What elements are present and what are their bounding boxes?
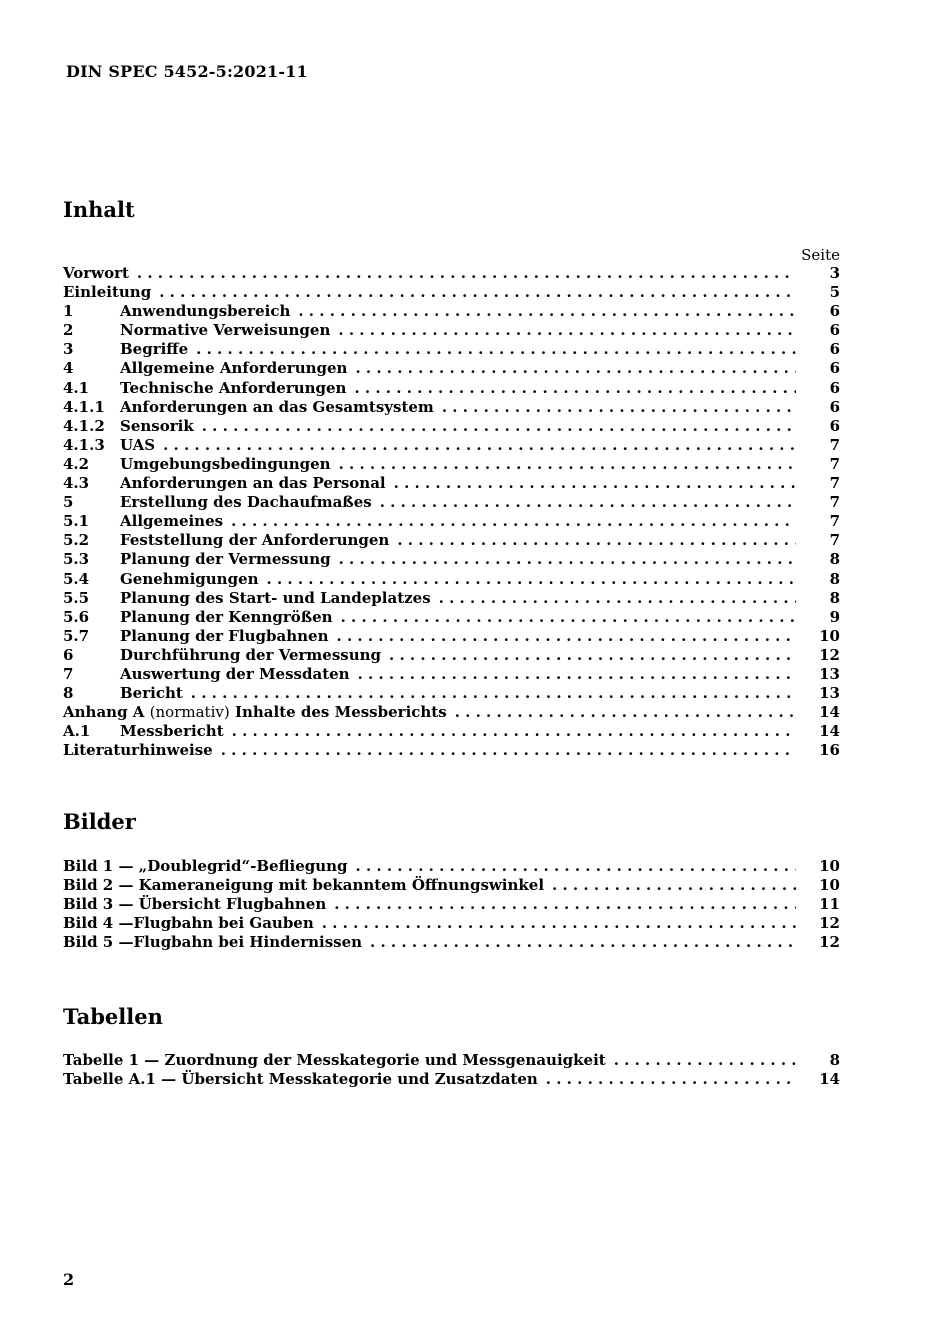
toc-entry-title: Anforderungen an das Personal	[120, 474, 386, 493]
toc-entry-page: 6	[829, 397, 840, 416]
toc-entry-title: Planung der Flugbahnen	[120, 626, 329, 645]
toc-entry-title: Einleitung	[63, 283, 152, 302]
toc-entry-number: 4.3	[63, 474, 90, 493]
page-column-label: Seite	[801, 246, 840, 264]
figure-entry[interactable]	[63, 857, 840, 876]
dot-leader	[334, 895, 796, 914]
figure-entry[interactable]	[63, 895, 840, 914]
toc-entry-page: 6	[829, 378, 840, 397]
toc-entry-page: 7	[829, 474, 840, 493]
dot-leader	[322, 914, 796, 933]
toc-entry-number: 4.1.3	[63, 435, 105, 454]
dot-leader	[196, 340, 796, 359]
toc-entry-page: 12	[819, 914, 840, 933]
toc-entry-title: UAS	[120, 435, 156, 454]
toc-entry[interactable]	[63, 741, 840, 760]
toc-entry-page: 13	[819, 664, 840, 683]
figure-entry[interactable]	[63, 933, 840, 952]
toc-entry[interactable]	[63, 321, 840, 340]
toc-entry-title: Feststellung der Anforderungen	[120, 531, 390, 550]
toc-entry-page: 7	[829, 512, 840, 531]
toc-entry-page: 3	[829, 264, 840, 282]
toc-entry-title: Bild 2 — Kameraneigung mit bekanntem Öffnungswinkel	[63, 876, 545, 895]
toc-entry-page: 13	[819, 684, 840, 703]
toc-entry-page: 8	[829, 588, 840, 607]
toc-entry-title: Durchführung der Vermessung	[120, 645, 382, 664]
toc-entry[interactable]	[63, 455, 840, 474]
toc-entry-number: 5.7	[63, 626, 90, 645]
dot-leader	[163, 436, 796, 455]
dot-leader	[339, 550, 796, 569]
figure-entry[interactable]	[63, 914, 840, 933]
dot-leader	[298, 302, 796, 321]
dot-leader	[389, 646, 796, 665]
toc-entry-title: Sensorik	[120, 416, 194, 435]
toc-entry[interactable]	[63, 417, 840, 436]
dot-leader	[546, 1070, 796, 1089]
dot-leader	[380, 493, 796, 512]
toc-entry-title: Genehmigungen	[120, 569, 259, 588]
toc-entry-page: 9	[829, 607, 840, 626]
table-entry[interactable]	[63, 1051, 840, 1070]
toc-entry-number: 5.4	[63, 569, 90, 588]
toc-entry-page: 7	[829, 493, 840, 512]
toc-entry-title: Planung der Vermessung	[120, 550, 331, 569]
toc-entry[interactable]	[63, 589, 840, 608]
toc-entry-page: 8	[829, 569, 840, 588]
dot-leader	[614, 1051, 796, 1070]
dot-leader	[355, 359, 796, 378]
toc-entry[interactable]	[63, 359, 840, 378]
toc-entry-number: 5.3	[63, 550, 90, 569]
toc-entry-title: Allgemeine Anforderungen	[120, 359, 348, 378]
toc-entry-title: Bild 1 — „Doublegrid“-Befliegung	[63, 857, 348, 875]
dot-leader	[442, 398, 796, 417]
toc-entry[interactable]	[63, 665, 840, 684]
toc-entry[interactable]	[63, 608, 840, 627]
toc-entry-page: 10	[819, 876, 840, 895]
toc-entry-page: 10	[819, 626, 840, 645]
toc-entry-title: Tabelle A.1 — Übersicht Messkategorie und Zusatzdaten	[63, 1070, 538, 1089]
annex-prefix: Anhang A	[63, 703, 145, 722]
toc-entry[interactable]	[63, 570, 840, 589]
dot-leader	[221, 741, 796, 760]
toc-entry-title: Planung der Kenngrößen	[120, 607, 333, 626]
toc-entry-number: 3	[63, 340, 74, 359]
dot-leader	[356, 857, 796, 876]
contents-heading: Inhalt	[63, 197, 135, 222]
annex-title: Inhalte des Messberichts	[234, 703, 447, 722]
table-of-contents	[63, 264, 840, 760]
dot-leader	[370, 933, 796, 952]
toc-entry-title: Messbericht	[120, 722, 224, 741]
dot-leader	[267, 570, 796, 589]
toc-entry-number: A.1	[63, 722, 91, 741]
toc-entry-number: 5.6	[63, 607, 90, 626]
toc-entry-title: Literaturhinweise	[63, 741, 213, 760]
toc-entry-page: 5	[829, 283, 840, 302]
toc-entry-title: Allgemeines	[120, 512, 224, 531]
dot-leader	[338, 321, 796, 340]
toc-entry[interactable]	[63, 512, 840, 531]
toc-entry-title: Normative Verweisungen	[120, 321, 331, 340]
toc-entry-page: 14	[819, 1070, 840, 1089]
toc-entry[interactable]	[63, 646, 840, 665]
dot-leader	[337, 627, 797, 646]
toc-entry-number: 5.1	[63, 512, 90, 531]
dot-leader	[397, 531, 796, 550]
toc-entry[interactable]	[63, 379, 840, 398]
table-entry[interactable]	[63, 1070, 840, 1089]
toc-entry[interactable]	[63, 722, 840, 741]
toc-entry-title: Planung des Start- und Landeplatzes	[120, 588, 431, 607]
toc-entry-title: Auswertung der Messdaten	[120, 664, 350, 683]
toc-entry-page: 8	[829, 550, 840, 569]
list-of-figures	[63, 857, 840, 952]
toc-entry-number: 4.1.1	[63, 397, 105, 416]
toc-entry-title: Vorwort	[63, 264, 129, 282]
toc-entry-title: Technische Anforderungen	[120, 378, 347, 397]
toc-entry-page: 6	[829, 340, 840, 359]
toc-entry-title: Erstellung des Dachaufmaßes	[120, 493, 372, 512]
toc-entry-page: 7	[829, 531, 840, 550]
tables-heading: Tabellen	[63, 1004, 163, 1029]
dot-leader	[191, 684, 796, 703]
dot-leader	[339, 455, 796, 474]
dot-leader	[137, 264, 796, 283]
dot-leader	[455, 703, 796, 722]
toc-entry[interactable]	[63, 493, 840, 512]
dot-leader	[232, 722, 796, 741]
toc-entry[interactable]	[63, 398, 840, 417]
dot-leader	[354, 379, 796, 398]
toc-entry-title: Bericht	[120, 684, 183, 703]
toc-entry-title: Tabelle 1 — Zuordnung der Messkategorie und Messgenauigkeit	[63, 1051, 606, 1069]
dot-leader	[358, 665, 796, 684]
toc-entry-number: 8	[63, 684, 74, 703]
toc-entry-title: Bild 5 —Flugbahn bei Hindernissen	[63, 933, 363, 952]
toc-entry-page: 16	[819, 741, 840, 760]
toc-entry-page: 6	[829, 416, 840, 435]
toc-entry-title: Bild 3 — Übersicht Flugbahnen	[63, 895, 327, 914]
toc-entry-title: Anwendungsbereich	[120, 302, 291, 321]
toc-entry-page: 6	[829, 321, 840, 340]
toc-entry[interactable]	[63, 302, 840, 321]
toc-entry-number: 5.5	[63, 588, 90, 607]
figure-entry[interactable]	[63, 876, 840, 895]
dot-leader	[341, 608, 796, 627]
list-of-tables	[63, 1051, 840, 1089]
dot-leader	[439, 589, 796, 608]
toc-entry-page: 10	[819, 857, 840, 875]
toc-entry-number: 1	[63, 302, 74, 321]
toc-entry-annex[interactable]	[63, 703, 840, 722]
toc-entry[interactable]	[63, 340, 840, 359]
toc-entry[interactable]	[63, 684, 840, 703]
toc-entry-page: 8	[829, 1051, 840, 1069]
toc-entry-page: 6	[829, 302, 840, 321]
toc-entry-number: 4.2	[63, 454, 90, 473]
toc-entry-page: 12	[819, 933, 840, 952]
toc-entry[interactable]	[63, 436, 840, 455]
toc-entry-title: Bild 4 —Flugbahn bei Gauben	[63, 914, 314, 933]
toc-entry-number: 4	[63, 359, 74, 378]
toc-entry-number: 2	[63, 321, 74, 340]
annex-note: (normativ)	[149, 703, 230, 722]
toc-entry[interactable]	[63, 474, 840, 493]
toc-entry-page: 14	[819, 703, 840, 722]
dot-leader	[202, 417, 796, 436]
document-id: DIN SPEC 5452-5:2021-11	[66, 62, 308, 81]
toc-entry-title: Umgebungsbedingungen	[120, 454, 331, 473]
toc-entry[interactable]	[63, 531, 840, 550]
toc-entry-title: Anforderungen an das Gesamtsystem	[120, 397, 434, 416]
toc-entry-page: 14	[819, 722, 840, 741]
dot-leader	[231, 512, 796, 531]
dot-leader	[159, 283, 796, 302]
toc-entry-number: 4.1	[63, 378, 90, 397]
toc-entry-number: 4.1.2	[63, 416, 105, 435]
toc-entry-title: Begriffe	[120, 340, 189, 359]
toc-entry[interactable]	[63, 283, 840, 302]
toc-entry-page: 7	[829, 454, 840, 473]
toc-entry[interactable]	[63, 264, 840, 283]
page-number: 2	[63, 1270, 75, 1289]
toc-entry-page: 6	[829, 359, 840, 378]
toc-entry-page: 7	[829, 435, 840, 454]
toc-entry-page: 11	[819, 895, 840, 914]
dot-leader	[552, 876, 796, 895]
toc-entry-number: 5.2	[63, 531, 90, 550]
toc-entry-page: 12	[819, 645, 840, 664]
dot-leader	[394, 474, 796, 493]
toc-entry-number: 7	[63, 664, 74, 683]
toc-entry[interactable]	[63, 550, 840, 569]
toc-entry-number: 5	[63, 493, 74, 512]
toc-entry-number: 6	[63, 645, 74, 664]
toc-entry-title	[63, 703, 447, 722]
figures-heading: Bilder	[63, 809, 136, 834]
toc-entry[interactable]	[63, 627, 840, 646]
